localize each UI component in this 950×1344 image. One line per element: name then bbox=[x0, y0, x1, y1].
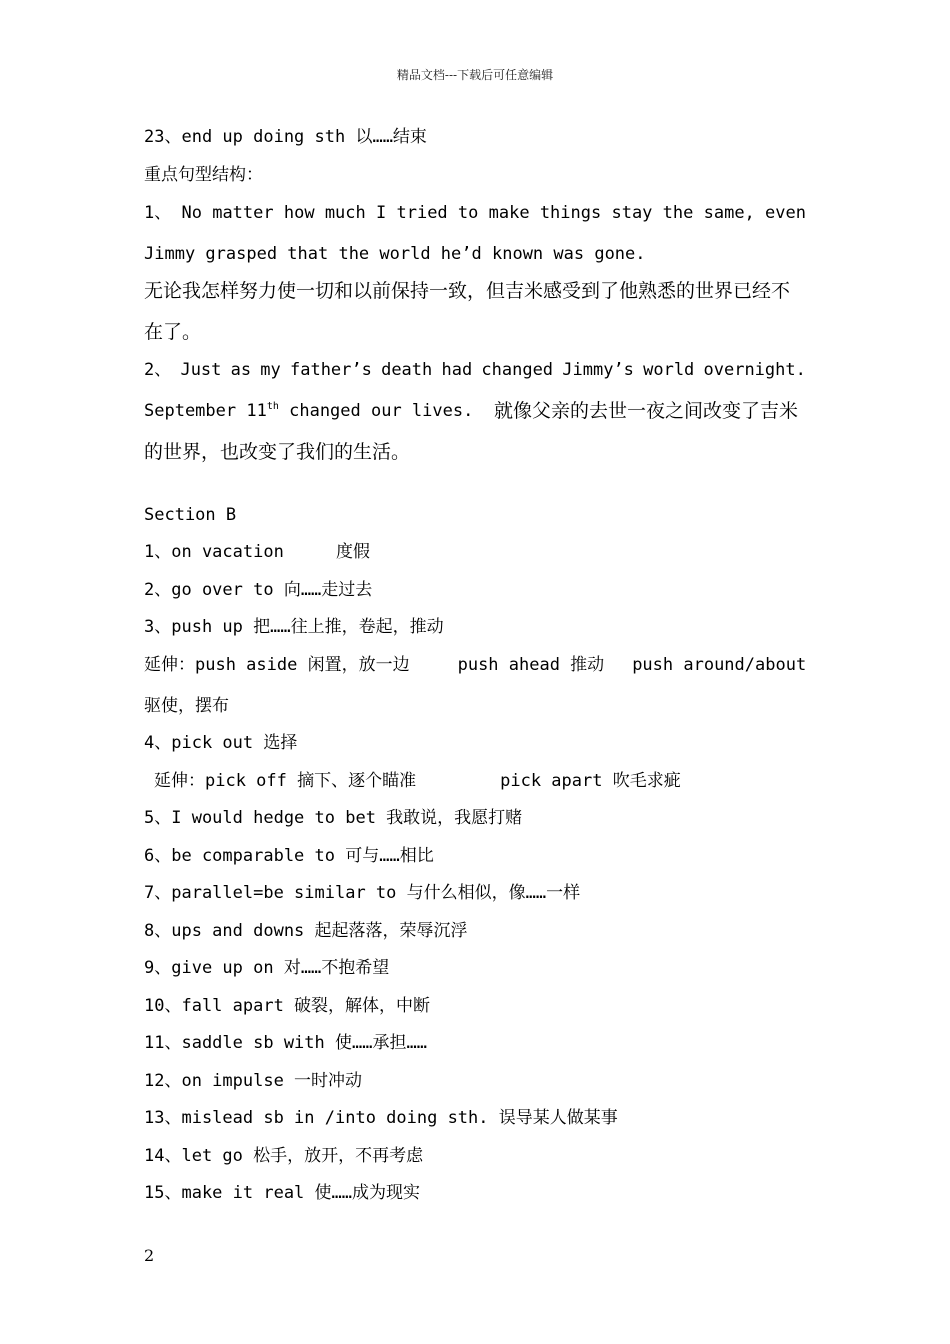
phrase-b12: 12、on impulse 一时冲动 bbox=[144, 1071, 363, 1091]
key-sentences-heading: 重点句型结构： bbox=[144, 165, 263, 185]
word: 1、 bbox=[144, 203, 172, 223]
word: father’s bbox=[289, 360, 372, 380]
extension-1-line-2: 驱使，摆布 bbox=[144, 696, 229, 716]
sentence-1-line-1 bbox=[144, 202, 806, 224]
ordinal-suffix: th bbox=[266, 401, 279, 412]
word: stay bbox=[611, 203, 653, 223]
word: even bbox=[765, 203, 806, 223]
word: my bbox=[260, 360, 281, 380]
word: as bbox=[230, 360, 252, 380]
page-header: 精品文档---下载后可任意编辑 bbox=[396, 68, 554, 82]
phrase-23: 23、end up doing sth 以……结束 bbox=[144, 127, 427, 147]
word: to bbox=[457, 203, 479, 223]
extension-item: pick apart 吹毛求疵 bbox=[500, 771, 681, 791]
word: same, bbox=[703, 203, 755, 223]
sentence-1-translation-1: 无论我怎样努力使一切和以前保持一致，但吉米感受到了他熟悉的世界已经不 bbox=[144, 280, 791, 302]
word: things bbox=[539, 203, 602, 223]
section-b-heading: Section B bbox=[144, 505, 237, 525]
sentence-1-line-2: Jimmy grasped that the world he’d known was gone. bbox=[144, 244, 646, 264]
phrase-b5: 5、I would hedge to bet 我敢说，我愿打赌 bbox=[144, 808, 523, 828]
phrase-b13: 13、mislead sb in /into doing sth. 误导某人做某事 bbox=[144, 1108, 618, 1128]
extension-item: 延伸：push aside 闲置，放一边 bbox=[144, 655, 410, 675]
extension-item: 延伸：pick off 摘下、逐个瞄准 bbox=[154, 771, 417, 791]
phrase-b9: 9、give up on 对……不抱希望 bbox=[144, 958, 390, 978]
word: world bbox=[643, 360, 695, 380]
sentence-2-translation-1: 就像父亲的去世一夜之间改变了吉米 bbox=[494, 400, 799, 422]
extension-1-line-1 bbox=[144, 654, 806, 676]
word: No bbox=[181, 203, 202, 223]
phrase-b8: 8、ups and downs 起起落落，荣辱沉浮 bbox=[144, 921, 468, 941]
phrase-b14: 14、let go 松手，放开，不再考虑 bbox=[144, 1146, 424, 1166]
extension-2 bbox=[154, 770, 681, 792]
extension-item: push around/about bbox=[632, 655, 807, 675]
phrase-b15: 15、make it real 使……成为现实 bbox=[144, 1183, 420, 1203]
phrase-b2: 2、go over to 向……走过去 bbox=[144, 580, 373, 600]
word: 2、 bbox=[144, 360, 172, 380]
phrase-b4: 4、pick out 选择 bbox=[144, 733, 298, 753]
sentence-text: changed our lives. bbox=[278, 401, 474, 421]
extension-item: push ahead 推动 bbox=[457, 655, 605, 675]
phrase-b11: 11、saddle sb with 使……承担…… bbox=[144, 1033, 427, 1053]
phrase-b7: 7、parallel=be similar to 与什么相似，像……一样 bbox=[144, 883, 581, 903]
sentence-2-line-1 bbox=[144, 359, 806, 381]
word: make bbox=[488, 203, 530, 223]
word: overnight. bbox=[703, 360, 806, 380]
word: the bbox=[662, 203, 694, 223]
word: changed bbox=[481, 360, 554, 380]
word: death bbox=[381, 360, 433, 380]
word: matter bbox=[212, 203, 274, 223]
word: how bbox=[283, 203, 315, 223]
phrase-b1-meaning: 度假 bbox=[336, 542, 370, 562]
word: I bbox=[376, 203, 387, 223]
date-text: September 11 bbox=[144, 401, 267, 421]
word: much bbox=[324, 203, 366, 223]
word: tried bbox=[396, 203, 448, 223]
sentence-2-line-2 bbox=[144, 400, 473, 422]
sentence-1-translation-2: 在了。 bbox=[144, 321, 202, 343]
word: Jimmy’s bbox=[562, 360, 634, 380]
word: Just bbox=[180, 360, 222, 380]
word: had bbox=[441, 360, 473, 380]
phrase-b1: 1、on vacation bbox=[144, 542, 284, 562]
page-number: 2 bbox=[144, 1246, 155, 1265]
phrase-b10: 10、fall apart 破裂，解体，中断 bbox=[144, 996, 431, 1016]
sentence-2-translation-2: 的世界，也改变了我们的生活。 bbox=[144, 441, 411, 463]
phrase-b6: 6、be comparable to 可与……相比 bbox=[144, 846, 434, 866]
phrase-b3: 3、push up 把……往上推，卷起，推动 bbox=[144, 617, 444, 637]
